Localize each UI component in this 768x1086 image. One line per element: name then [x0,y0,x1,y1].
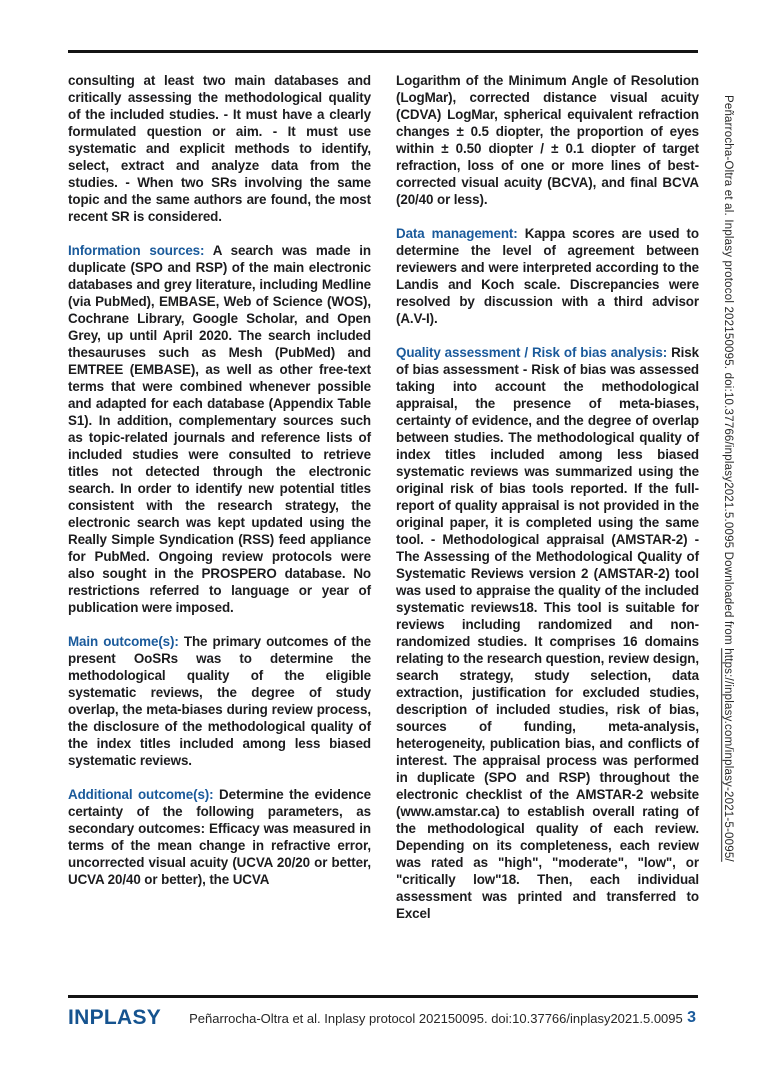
section-heading: Information sources: [68,243,213,258]
paragraph-text: A search was made in duplicate (SPO and RSP) of the main electronic databases and grey literature, including Medline (via PubMed), EMBASE, Web of Science (WOS), Cochrane Library, Google Scholar, and Open Grey, up until April 2020. The search included thesauruses such as Mesh (PubMed) and EMTREE (EMBASE), as well as other free-text terms that were combined whenever possible and adapted for each database (Appendix Table S1). In addition, complementary sources such as topic-related journals and reference lists of included studies were consulted to retrieve titles not detected through the electronic search. In order to identify new potential titles consistent with the research strategy, the electronic search was kept updated using the Really Simple Syndication (RSS) feed appliance for PubMed. Ongoing review protocols were also sought in the PROSPERO database. No restrictions referred to language or year of publication were imposed. [68,243,371,615]
section-data-management [396,225,699,327]
paragraph-text: Determine the evidence certainty of the following parameters, as secondary outcomes: Efficacy was measured in terms of the mean change in refractive error, uncorrected visual acuity (UCVA 20/20 or better, UCVA 20/40 or better), the UCVA [68,787,371,887]
section-heading: Data management: [396,226,525,241]
footer-citation: Peñarrocha-Oltra et al. Inplasy protocol 202150095. doi:10.37766/inplasy2021.5.0095 [189,1010,683,1026]
paragraph-text: consulting at least two main databases and critically assessing the methodological quality of the included studies. - It must have a clearly formulated question or aim. - It must use systematic and explicit methods to identify, select, extract and analyze data from the studies. - When two SRs involving the same topic and the same authors are found, the most recent SR is considered. [68,73,371,224]
page-number: 3 [687,1009,696,1026]
paragraph-text: Kappa scores are used to determine the level of agreement between reviewers and were interpreted according to the Landis and Koch scale. Discrepancies were resolved by discussion with a third advisor (A.V-I). [396,226,699,326]
sidebar-citation [722,95,734,1045]
sidebar-url-link[interactable]: https://inplasy.com/inplasy-2021-5-0095/ [722,648,734,862]
section-additional-outcomes [68,786,371,888]
paragraph-continuation [396,72,699,208]
inplasy-logo: INPLASY [68,1006,162,1029]
section-main-outcomes [68,633,371,769]
section-quality-assessment [396,344,699,922]
section-heading: Main outcome(s): [68,634,184,649]
sidebar-citation-text: Peñarrocha-Oltra et al. Inplasy protocol 202150095. doi:10.37766/inplasy2021.5.0095 Downloaded from [722,95,734,649]
left-column [68,72,371,939]
paragraph-text: The primary outcomes of the present OoSRs was to determine the methodological quality of the eligible systematic reviews, the degree of study overlap, the meta-biases during review process, the disclosure of the methodological quality of the index titles included among less biased systematic reviews. [68,634,371,768]
top-divider [68,50,698,53]
footer-divider [68,995,698,998]
section-heading: Additional outcome(s): [68,787,220,802]
paragraph-continuation [68,72,371,225]
section-heading: Quality assessment / Risk of bias analysis: [396,345,672,360]
section-information-sources [68,242,371,616]
right-column [396,72,699,939]
article-body [68,72,700,939]
footer [68,1006,700,1030]
paragraph-text: Logarithm of the Minimum Angle of Resolution (LogMar), corrected distance visual acuity (CDVA) LogMar, spherical equivalent refraction changes ± 0.5 diopter, the proportion of eyes within ± 0.50 diopter / ± 0.1 diopter of target refraction, loss of one or more lines of best-corrected visual acuity (BCVA), and final BCVA (20/40 or less). [396,73,699,207]
paragraph-text: Risk of bias assessment - Risk of bias was assessed taking into account the methodological appraisal, the presence of meta-biases, certainty of evidence, and the degree of overlap between studies. The methodological quality of index titles included among less biased systematic reviews was summarized using the original risk of bias tools reported. If the full-report of quality appraisal is not provided in the original paper, it is completed using the same tool. - Methodological appraisal (AMSTAR-2) - The Assessing of the Methodological Quality of Systematic Reviews version 2 (AMSTAR-2) tool was used to appraise the quality of the included systematic reviews18. This tool is suitable for reviews including randomized and non-randomized studies. It comprises 16 domains relating to the research question, review design, search strategy, study selection, data extraction, justification for excluded studies, description of included studies, risk of bias, sources of funding, meta-analysis, heterogeneity, publication bias, and conflicts of interest. The appraisal process was performed in duplicate (SPO and RSP) throughout the electronic checklist of the AMSTAR-2 website (www.amstar.ca) to establish overall rating of the methodological quality of each review. Depending on its completeness, each review was rated as "high", "moderate", "low", or "critically low"18. Then, each individual assessment was printed and transferred to Excel [396,345,699,921]
